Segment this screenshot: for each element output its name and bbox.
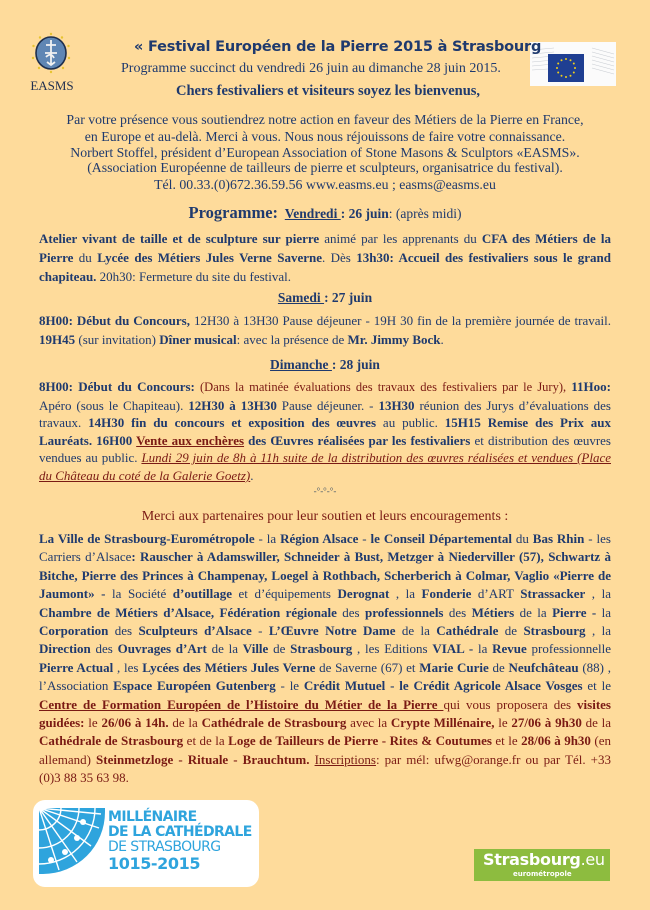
- thanks-heading: Merci aux partenaires pour leur soutien et leurs encouragements :: [141, 509, 509, 524]
- partners-paragraph: [39, 530, 611, 788]
- text-run: 8H00: Début du Concours,: [39, 313, 190, 328]
- text-run: professionnels: [365, 604, 444, 620]
- text-run: Pause déjeuner. -: [276, 397, 379, 413]
- text-run: du: [73, 250, 98, 265]
- text-run: 20h30: Fermeture du site du festival.: [96, 269, 292, 284]
- text-run: Ville: [242, 641, 269, 657]
- easms-label: EASMS: [30, 78, 74, 93]
- friday-paragraph: [39, 229, 611, 286]
- text-run: , la: [585, 586, 611, 602]
- sunday-paragraph: [39, 378, 611, 485]
- text-run: Centre de Formation Européen de l’Histoire du Métier de la Pierre: [39, 696, 444, 712]
- text-run: Direction: [39, 641, 91, 657]
- text-run: des Œuvres réalisées par les festivaliers: [244, 432, 471, 448]
- text-run: avec la: [346, 715, 391, 731]
- text-run: (88) , l’Association: [39, 659, 611, 694]
- text-run: Crypte Millénaire,: [390, 715, 495, 731]
- strasbourg-name: Strasbourg: [483, 850, 581, 869]
- text-run: : par mél: ufwg@orange.fr ou par Tél. +33 (0)3 88 35 63 98.: [39, 751, 611, 786]
- text-run: VIAL -: [432, 641, 474, 657]
- text-run: Strassacker: [520, 586, 586, 602]
- association-line: (Association Européenne de tailleurs de pierre et sculpteurs, organisatrice du festival).: [87, 160, 563, 175]
- saturday-paragraph: [39, 311, 611, 349]
- text-run: 14H30 fin du concours et exposition des œuvres: [88, 415, 377, 431]
- text-run: 8H00: Début du Concours:: [39, 379, 195, 394]
- text-run: de: [498, 623, 524, 639]
- strasbourg-eu-logo: [474, 849, 610, 881]
- text-run: de Saverne (67) et: [315, 659, 420, 675]
- text-run: Corporation: [39, 623, 109, 639]
- text-run: Métiers: [471, 604, 515, 620]
- text-run: 12H30 à 13H30 Pause déjeuner - 19H 30 fin de la première journée de travail.: [189, 313, 611, 328]
- text-run: Sculpteurs d’Alsace: [138, 623, 252, 639]
- text-run: qui vous proposera des: [443, 696, 578, 712]
- text-run: des: [336, 604, 365, 620]
- text-run: de la: [514, 604, 553, 620]
- text-run: Pierre Actual: [39, 659, 114, 675]
- text-run: , les Editions: [352, 641, 433, 657]
- millenaire-cathedrale-logo: [33, 800, 259, 887]
- text-run: , les: [113, 659, 143, 675]
- text-run: L’Œuvre Notre Dame: [268, 623, 396, 639]
- millenaire-line: MILLÉNAIRE: [108, 809, 197, 825]
- saturday-heading: [0, 289, 650, 307]
- text-run: - les Carriers d’Alsace: [39, 531, 611, 565]
- text-run: CFA des Métiers de la Pierre: [39, 231, 611, 265]
- text-run: -: [251, 623, 269, 639]
- text-run: Apéro (sous le Chapiteau).: [39, 397, 189, 413]
- text-run: Crédit Mutuel - le Crédit Agricole Alsace Vosges: [303, 678, 583, 694]
- text-run: Cathédrale: [436, 623, 499, 639]
- text-run: Lundi 29 juin de 8h à 11h suite de la distribution des œuvres réalisées et vendues (Place du Château du coté de la Galerie Goetz): [39, 450, 611, 483]
- text-run: Vente aux enchères: [136, 432, 245, 448]
- text-run: : avec la présence de: [236, 332, 348, 347]
- text-run: -: [358, 531, 371, 546]
- text-run: visites guidées:: [39, 696, 611, 731]
- text-run: de la: [581, 715, 612, 731]
- text-run: et distribution des œuvres vendues au public.: [39, 432, 611, 466]
- text-run: des: [90, 641, 118, 657]
- text-run: Région Alsace: [280, 531, 359, 546]
- sunday-heading: [0, 356, 650, 374]
- text-run: de la: [206, 641, 243, 657]
- text-run: 13H30: [378, 397, 415, 413]
- text-run: et le: [491, 733, 522, 749]
- separator: -°-°-°-: [313, 486, 337, 496]
- festival-title: « Festival Européen de la Pierre 2015 à Strasbourg: [134, 39, 542, 55]
- text-run: de: [488, 659, 509, 675]
- text-run: Chambre de Métiers d’Alsace, Fédération régionale: [39, 604, 337, 620]
- text-run: La Ville de Strasbourg-Eurométropole: [39, 531, 255, 546]
- sunday-day: Dimanche: [270, 357, 332, 372]
- text-run: professionnelle: [526, 641, 611, 657]
- text-run: au public.: [376, 415, 445, 431]
- text-run: 13h30: Accueil des festivaliers sous le grand chapiteau.: [39, 250, 612, 284]
- text-run: Strasbourg: [523, 623, 586, 639]
- text-run: la: [473, 641, 493, 657]
- text-run: Dîner musical: [159, 332, 237, 347]
- text-run: (en allemand): [39, 733, 612, 767]
- welcome-line: Chers festivaliers et visiteurs soyez les bienvenus,: [176, 83, 481, 99]
- text-run: Bas Rhin: [532, 531, 585, 546]
- text-run: 28/06 à 9h30: [521, 733, 591, 749]
- text-run: 11Hoo:: [571, 379, 611, 394]
- text-run: Inscriptions: [314, 751, 376, 767]
- text-run: Lycée des Métiers Jules Verne Saverne: [97, 250, 322, 265]
- text-run: Ouvrages d’Art: [117, 641, 207, 657]
- millenaire-years: 1015-2015: [108, 854, 201, 873]
- text-run: animé par les apprenants du: [319, 231, 482, 246]
- text-run: le: [84, 715, 102, 731]
- text-run: et d’équipements: [232, 586, 338, 602]
- text-run: (Dans la matinée évaluations des travaux des festivaliers par le Jury),: [194, 380, 572, 394]
- rose-window-icon: [39, 808, 105, 880]
- eurometropole-label: eurométropole: [513, 870, 572, 878]
- text-run: d’outillage: [172, 586, 232, 602]
- text-run: 12H30 à 13H30: [188, 397, 277, 413]
- text-run: d’ART: [471, 586, 521, 602]
- text-run: - la: [254, 531, 281, 546]
- text-run: . Dès: [321, 250, 357, 265]
- text-run: Derognat: [337, 586, 390, 602]
- text-run: - le: [275, 678, 304, 694]
- association-info: [30, 160, 620, 193]
- text-run: Marie Curie: [419, 659, 489, 675]
- text-run: la: [596, 604, 611, 620]
- text-run: de: [268, 641, 291, 657]
- intro-line: Par votre présence vous soutiendrez notre action en faveur des Métiers de la Pierre en France,: [66, 112, 584, 127]
- text-run: Strasbourg: [290, 641, 353, 657]
- text-run: le: [494, 715, 512, 731]
- text-run: Neufchâteau: [508, 659, 579, 675]
- text-run: Atelier vivant de taille et de sculpture sur pierre: [39, 231, 320, 246]
- text-run: réunion des Jurys d’évaluations des travaux.: [39, 397, 611, 431]
- strasbourg-tld: .eu: [580, 850, 605, 869]
- text-run: 27/06 à 9h30: [511, 715, 582, 731]
- text-run: Cathédrale de Strasbourg: [39, 733, 184, 749]
- text-run: Pierre -: [552, 604, 597, 620]
- festival-subtitle: Programme succinct du vendredi 26 juin au dimanche 28 juin 2015.: [121, 61, 501, 76]
- text-run: Cathédrale de Strasbourg: [201, 715, 347, 731]
- text-run: Fonderie: [421, 586, 472, 602]
- european-commission-logo: [530, 42, 616, 86]
- text-run: de la: [395, 623, 437, 639]
- text-run: Steinmetzloge - Rituale - Brauchtum.: [96, 751, 310, 767]
- text-run: des: [443, 604, 472, 620]
- contact-line: Tél. 00.33.(0)672.36.59.56 www.easms.eu ; easms@easms.eu: [154, 176, 496, 192]
- text-run: le Conseil Départemental: [370, 531, 512, 546]
- millenaire-line: DE LA CATHÉDRALE: [108, 824, 252, 840]
- text-run: Revue: [492, 641, 527, 657]
- millenaire-text: [108, 810, 252, 871]
- text-run: .: [250, 467, 254, 483]
- text-run: et de la: [183, 733, 229, 749]
- text-run: des: [108, 623, 139, 639]
- text-run: Loge de Tailleurs de Pierre - Rites & Coutumes: [228, 733, 492, 749]
- programme-label: Programme:: [188, 203, 279, 222]
- text-run: , la: [585, 623, 611, 639]
- text-run: .: [440, 332, 444, 347]
- intro-paragraph: [30, 112, 620, 162]
- intro-line: en Europe et au-delà. Merci à vous. Nous nous réjouissons de faire votre connaissance.: [84, 128, 566, 144]
- text-run: de la: [168, 715, 202, 731]
- text-run: (sur invitation): [75, 332, 160, 347]
- friday-note: : (après midi): [388, 206, 462, 221]
- saturday-day: Samedi: [277, 290, 325, 305]
- text-run: 19H45: [39, 332, 76, 347]
- easms-logo: [30, 32, 72, 74]
- text-run: Mr. Jimmy Bock: [347, 332, 441, 347]
- friday-date: : 26 juin: [340, 206, 389, 221]
- intro-line: Norbert Stoffel, président d’European Association of Stone Masons & Sculptors «EASMS».: [70, 145, 580, 160]
- sunday-date: : 28 juin: [331, 357, 380, 372]
- text-run: 26/06 à 14h.: [101, 715, 169, 731]
- text-run: 15H15 Remise des Prix aux Lauréats. 16H00: [39, 415, 612, 448]
- text-run: du: [511, 531, 533, 546]
- text-run: la Société: [105, 586, 173, 602]
- text-run: , la: [389, 586, 422, 602]
- text-run: : Rauscher à Adamswiller, Schneider à Bust, Metzger à Niederviller (57), Schwartz à Bitche, Pierre des Princes à Champenay, Loegel à Rothbach, Scherberich à Colmar, Vaglio «Pierre de Jaumont» -: [39, 549, 611, 602]
- strasbourg-wordmark: [483, 851, 605, 869]
- text-run: Espace Européen Gutenberg: [113, 678, 276, 694]
- programme-heading: [0, 203, 650, 224]
- saturday-date: : 27 juin: [324, 290, 373, 305]
- text-run: Lycées des Métiers Jules Verne: [142, 659, 316, 675]
- millenaire-line: DE STRASBOURG: [108, 839, 221, 855]
- text-run: et le: [582, 678, 611, 694]
- friday-day: Vendredi: [284, 206, 341, 221]
